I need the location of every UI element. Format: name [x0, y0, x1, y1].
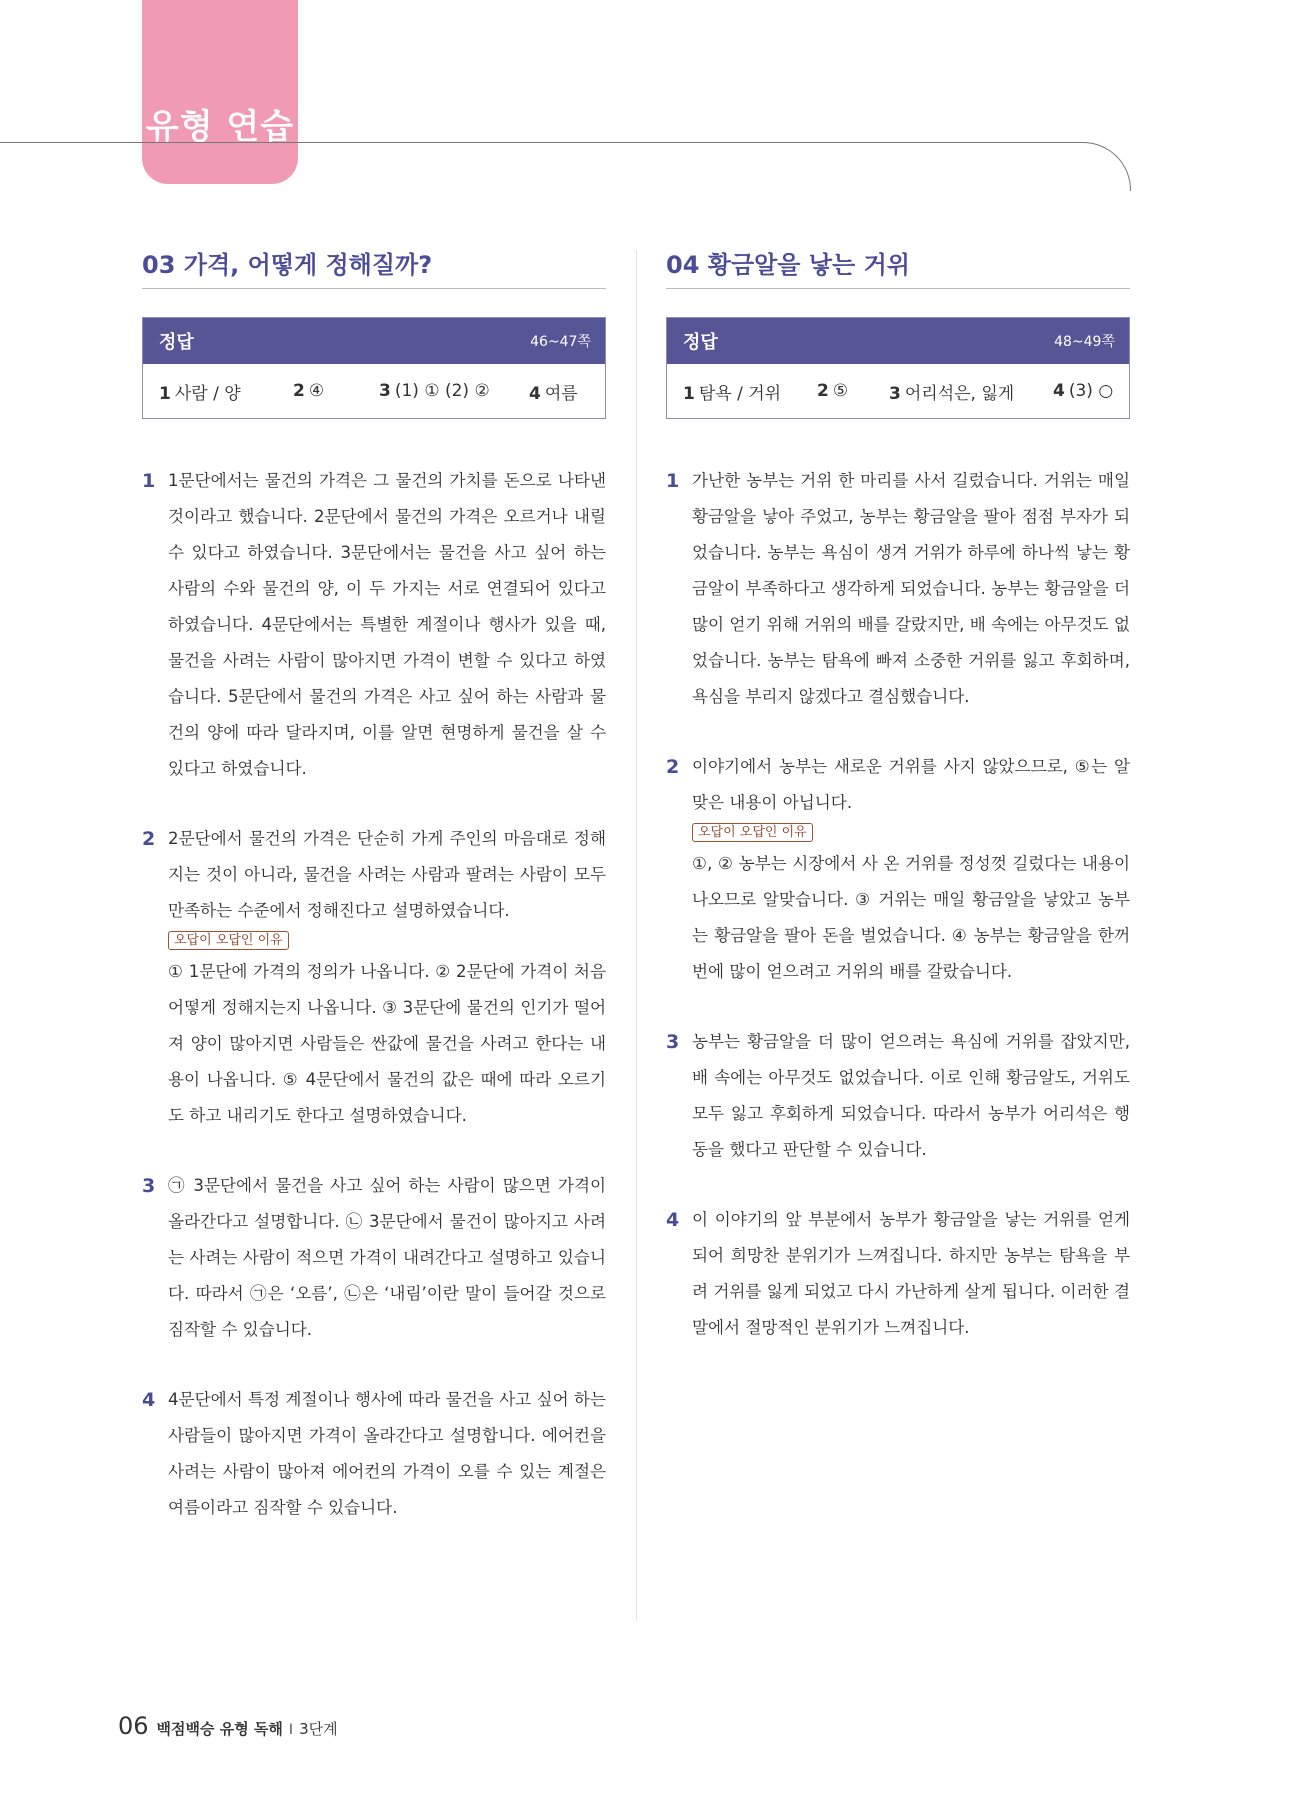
answer-row	[143, 364, 605, 418]
answer-item: 2 ⑤	[817, 381, 849, 401]
explanation-item	[142, 1168, 606, 1348]
item-number: 1	[666, 470, 680, 492]
explanation-list	[666, 463, 1130, 1346]
item-text: 이 이야기의 앞 부분에서 농부가 황금알을 낳는 거위를 얻게 되어 희망찬 분위기가 느껴집니다. 하지만 농부는 탐욕을 부려 거위를 잃게 되었고 다시 가난하게 살게 됩니다. 이러한 결말에서 절망적인 분위기가 느껴집니다.	[692, 1210, 1130, 1337]
answer-item: 3 어리석은, 잃게	[889, 383, 1015, 404]
page-number: 06	[118, 1712, 149, 1740]
explanation-list	[142, 463, 606, 1526]
explanation-item	[666, 463, 1130, 715]
book-level: 3단계	[299, 1720, 338, 1738]
right-column	[666, 246, 1130, 1380]
section-tab	[142, 0, 298, 184]
item-extra-text: ①, ② 농부는 시장에서 사 온 거위를 정성껏 길렀다는 내용이 나오므로 알맞습니다. ③ 거위는 매일 황금알을 낳았고 농부는 황금알을 팔아 돈을 벌었습니다. ④ 농부는 황금알을 한꺼번에 많이 얻으려고 거위의 배를 갈랐습니다.	[692, 854, 1130, 981]
answer-item: 2 ④	[293, 381, 325, 401]
footer-separator: I	[288, 1722, 294, 1738]
answer-item: 1 사람 / 양	[159, 383, 241, 404]
item-number: 2	[666, 756, 680, 778]
item-number: 1	[142, 470, 156, 492]
answer-item: 3 (1) ① (2) ②	[379, 381, 490, 401]
item-extra-text: ① 1문단에 가격의 정의가 나옵니다. ② 2문단에 가격이 처음 어떻게 정해지는지 나옵니다. ③ 3문단에 물건의 인기가 떨어져 양이 많아지면 사람들은 싼값에 물건을 사려고 한다는 내용이 나옵니다. ⑤ 4문단에서 물건의 값은 때에 따라 오르기도 하고 내리기도 한다고 설명하였습니다.	[168, 962, 606, 1125]
section-title: 04 황금알을 낳는 거위	[666, 246, 1130, 289]
item-text: 이야기에서 농부는 새로운 거위를 사지 않았으므로, ⑤는 알맞은 내용이 아닙니다.	[692, 757, 1130, 812]
explanation-item	[142, 1382, 606, 1526]
answer-label: 정답	[159, 332, 194, 353]
page-range: 48~49쪽	[1054, 334, 1115, 350]
answer-header	[143, 318, 605, 364]
answer-header	[667, 318, 1129, 364]
page-range: 46~47쪽	[530, 334, 591, 350]
item-number: 3	[142, 1175, 156, 1197]
answer-box	[666, 317, 1130, 419]
item-text: 가난한 농부는 거위 한 마리를 사서 길렀습니다. 거위는 매일 황금알을 낳아 주었고, 농부는 황금알을 팔아 점점 부자가 되었습니다. 농부는 욕심이 생겨 거위가 하루에 하나씩 낳는 황금알이 부족하다고 생각하게 되었습니다. 농부는 황금알을 더 많이 얻기 위해 거위의 배를 갈랐지만, 배 속에는 아무것도 없었습니다. 농부는 탐욕에 빠져 소중한 거위를 잃고 후회하며, 욕심을 부리지 않겠다고 결심했습니다.	[692, 471, 1130, 706]
explanation-item	[142, 463, 606, 787]
column-divider	[636, 250, 637, 1620]
item-text: 1문단에서는 물건의 가격은 그 물건의 가치를 돈으로 나타낸 것이라고 했습니다. 2문단에서 물건의 가격은 오르거나 내릴 수 있다고 하였습니다. 3문단에서는 물건을 사고 싶어 하는 사람의 수와 물건의 양, 이 두 가지는 서로 연결되어 있다고 하였습니다. 4문단에서는 특별한 계절이나 행사가 있을 때, 물건을 사려는 사람이 많아지면 가격이 변할 수 있다고 하였습니다. 5문단에서 물건의 가격은 사고 싶어 하는 사람과 물건의 양에 따라 달라지며, 이를 알면 현명하게 물건을 살 수 있다고 하였습니다.	[168, 471, 606, 778]
item-text: 2문단에서 물건의 가격은 단순히 가게 주인의 마음대로 정해지는 것이 아니라, 물건을 사려는 사람과 팔려는 사람이 모두 만족하는 수준에서 정해진다고 설명하였습니다.	[168, 829, 606, 920]
answer-item: 1 탐욕 / 거위	[683, 383, 782, 404]
book-title: 백점백승 유형 독해	[156, 1720, 283, 1738]
header-rule	[0, 142, 1078, 143]
explanation-item	[666, 1202, 1130, 1346]
item-text: 농부는 황금알을 더 많이 얻으려는 욕심에 거위를 잡았지만, 배 속에는 아무것도 없었습니다. 이로 인해 황금알도, 거위도 모두 잃고 후회하게 되었습니다. 따라서 농부가 어리석은 행동을 했다고 판단할 수 있습니다.	[692, 1032, 1130, 1159]
explanation-item	[666, 1024, 1130, 1168]
explanation-item	[142, 821, 606, 1134]
item-number: 2	[142, 828, 156, 850]
header-rule-curve	[1038, 142, 1131, 191]
answer-item: 4 여름	[529, 383, 578, 404]
explanation-item	[666, 749, 1130, 990]
item-number: 4	[142, 1389, 156, 1411]
item-number: 3	[666, 1031, 680, 1053]
answer-item: 4 (3) ○	[1053, 381, 1114, 401]
section-title: 03 가격, 어떻게 정해질까?	[142, 246, 606, 289]
answer-box	[142, 317, 606, 419]
section-tab-title: 유형 연습	[145, 107, 295, 147]
wrong-answer-tag: 오답이 오답인 이유	[168, 931, 289, 950]
left-column	[142, 246, 606, 1560]
item-text: ㉠ 3문단에서 물건을 사고 싶어 하는 사람이 많으면 가격이 올라간다고 설명합니다. ㉡ 3문단에서 물건이 많아지고 사려는 사려는 사람이 적으면 가격이 내려간다고 설명하고 있습니다. 따라서 ㉠은 ‘오름’, ㉡은 ‘내림’이란 말이 들어갈 것으로 짐작할 수 있습니다.	[168, 1176, 606, 1339]
answer-row	[667, 364, 1129, 418]
item-text: 4문단에서 특정 계절이나 행사에 따라 물건을 사고 싶어 하는 사람들이 많아지면 가격이 올라간다고 설명합니다. 에어컨을 사려는 사람이 많아져 에어컨의 가격이 오를 수 있는 계절은 여름이라고 짐작할 수 있습니다.	[168, 1390, 606, 1517]
item-number: 4	[666, 1209, 680, 1231]
wrong-answer-tag: 오답이 오답인 이유	[692, 823, 813, 842]
answer-label: 정답	[683, 332, 718, 353]
page-footer	[118, 1712, 338, 1740]
